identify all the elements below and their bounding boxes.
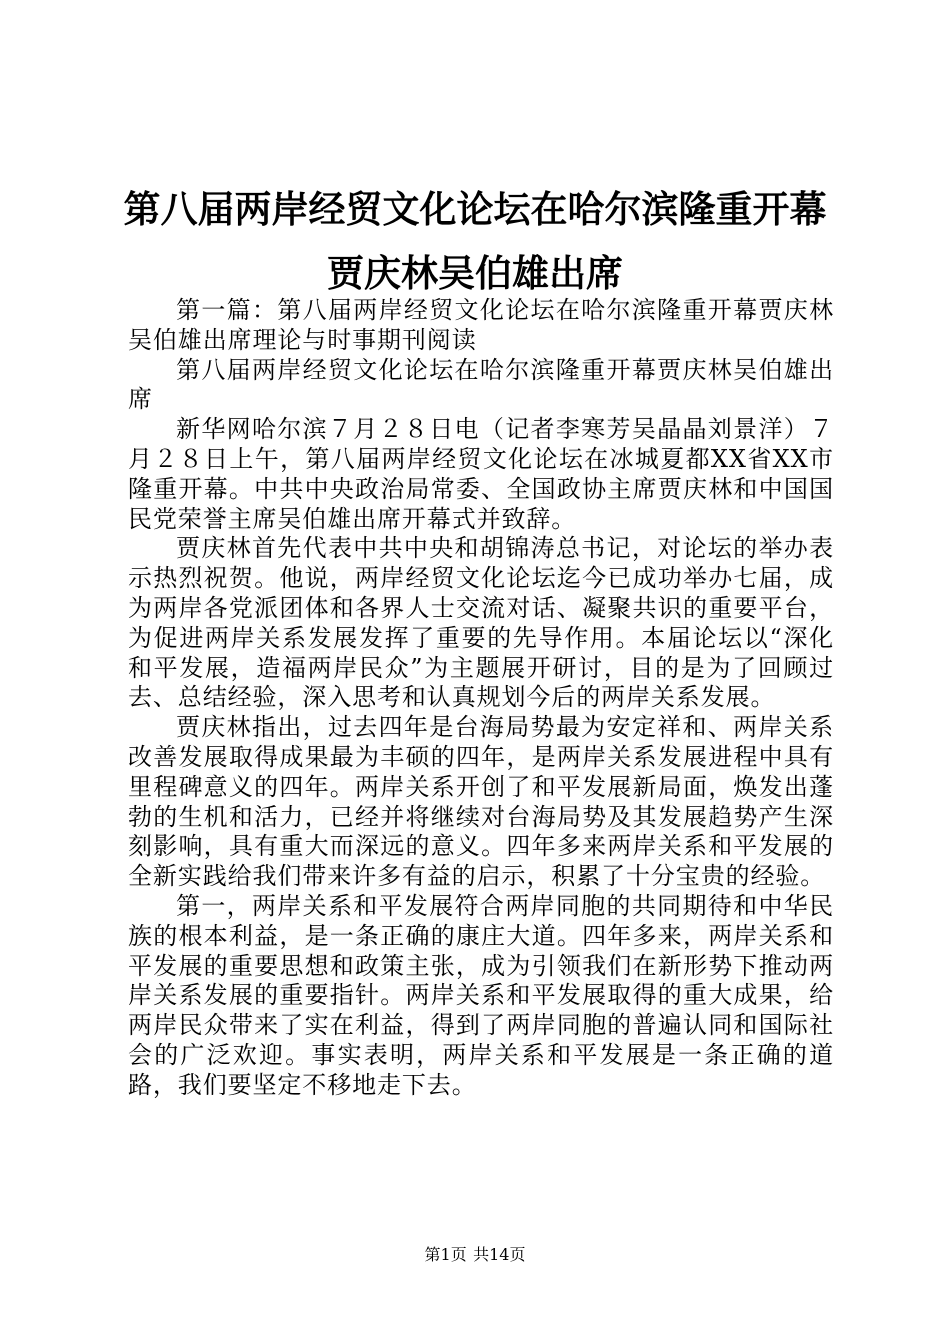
paragraph: 第一，两岸关系和平发展符合两岸同胞的共同期待和中华民族的根本利益，是一条正确的康庄大道。四年多来，两岸关系和平发展的重要思想和政策主张，成为引领我们在新形势下推动两岸关系发展的重要指针。两岸关系和平发展取得的重大成果，给两岸民众带来了实在利益，得到了两岸同胞的普遍认同和国际社会的广泛欢迎。事实表明，两岸关系和平发展是一条正确的道路，我们要坚定不移地走下去。	[128, 891, 834, 1099]
paragraph: 新华网哈尔滨７月２８日电（记者李寒芳吴晶晶刘景洋）７月２８日上午，第八届两岸经贸文化论坛在冰城夏都XX省XX市隆重开幕。中共中央政治局常委、全国政协主席贾庆林和中国国民党荣誉主席吴伯雄出席开幕式并致辞。	[128, 415, 834, 533]
paragraph: 贾庆林首先代表中共中央和胡锦涛总书记，对论坛的举办表示热烈祝贺。他说，两岸经贸文化论坛迄今已成功举办七届，成为两岸各党派团体和各界人士交流对话、凝聚共识的重要平台，为促进两岸关系发展发挥了重要的先导作用。本届论坛以“深化和平发展，造福两岸民众”为主题展开研讨，目的是为了回顾过去、总结经验，深入思考和认真规划今后的两岸关系发展。	[128, 534, 834, 712]
document-title: 第八届两岸经贸文化论坛在哈尔滨隆重开幕贾庆林吴伯雄出席	[123, 188, 827, 295]
page-footer	[0, 1245, 950, 1265]
page-total: 共14页	[473, 1245, 526, 1264]
page-number: 第1页	[424, 1245, 467, 1264]
paragraph: 贾庆林指出，过去四年是台海局势最为安定祥和、两岸关系改善发展取得成果最为丰硕的四年，是两岸关系发展进程中具有里程碑意义的四年。两岸关系开创了和平发展新局面，焕发出蓬勃的生机和活力，已经并将继续对台海局势及其发展趋势产生深刻影响，具有重大而深远的意义。四年多来两岸关系和平发展的全新实践给我们带来许多有益的启示，积累了十分宝贵的经验。	[128, 713, 834, 891]
paragraph: 第一篇：第八届两岸经贸文化论坛在哈尔滨隆重开幕贾庆林吴伯雄出席理论与时事期刊阅读	[128, 296, 834, 354]
paragraph: 第八届两岸经贸文化论坛在哈尔滨隆重开幕贾庆林吴伯雄出席	[128, 355, 834, 414]
document-body	[128, 296, 834, 1101]
